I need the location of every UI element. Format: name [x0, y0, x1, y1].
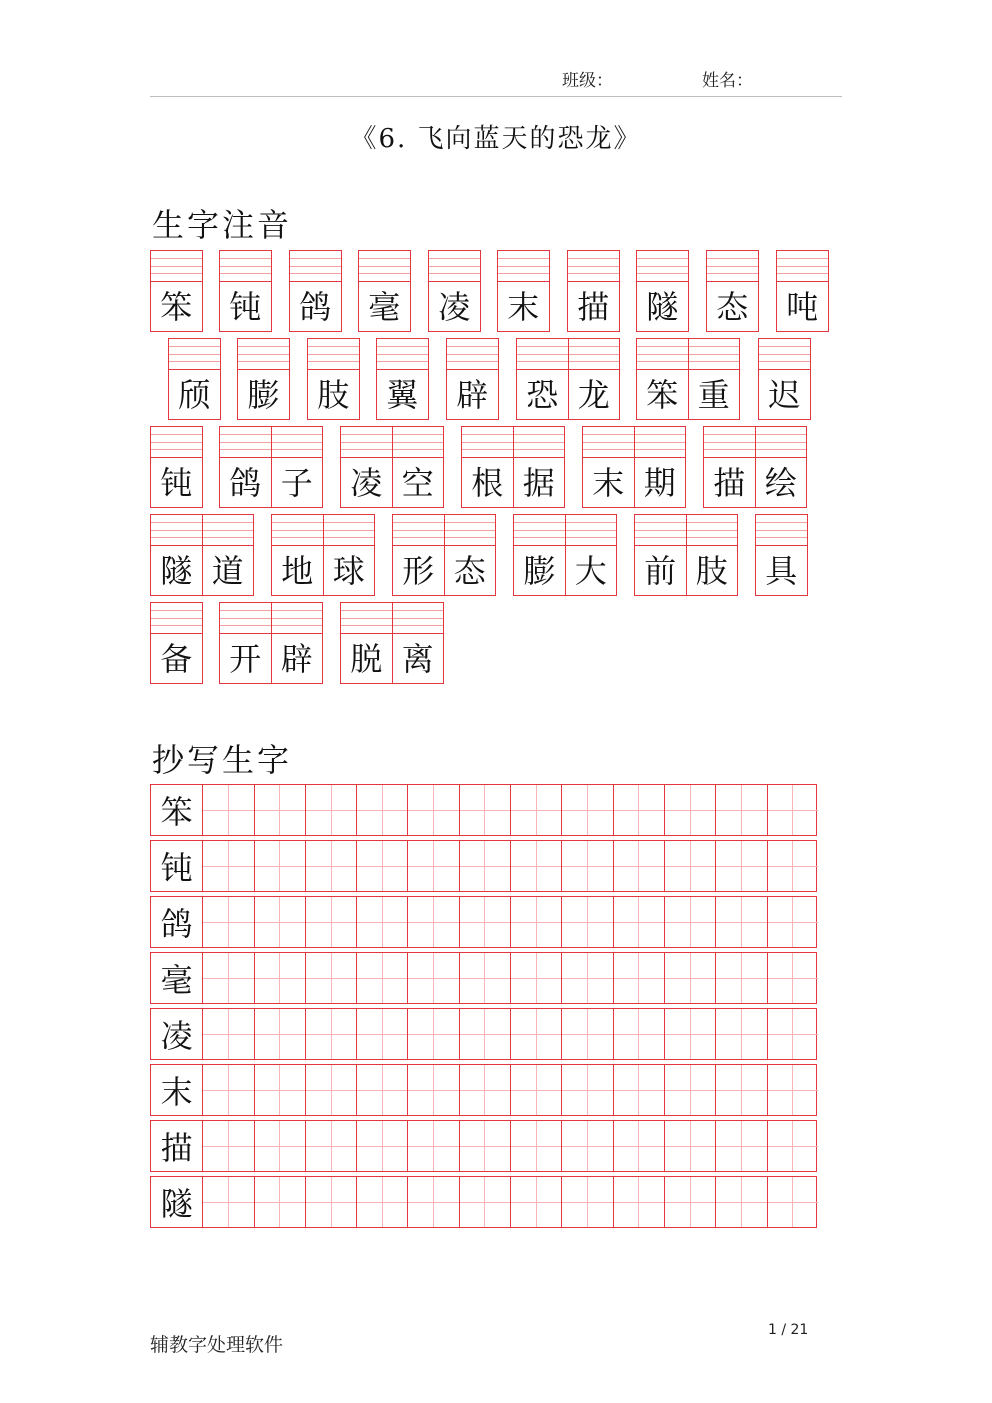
pinyin-writing-lines — [635, 515, 737, 546]
pinyin-writing-lines — [429, 251, 480, 282]
practice-cell — [715, 897, 766, 947]
practice-cell — [356, 897, 407, 947]
pinyin-writing-lines — [707, 251, 758, 282]
pinyin-word-box — [755, 514, 808, 596]
practice-cell — [510, 953, 561, 1003]
practice-cell — [305, 841, 356, 891]
hanzi-character: 凌 — [438, 287, 471, 326]
practice-cell — [305, 1121, 356, 1171]
pinyin-word-box — [497, 250, 550, 332]
model-character-text: 毫 — [160, 961, 193, 999]
practice-cell — [613, 1065, 664, 1115]
practice-cell — [459, 1177, 510, 1227]
practice-cell — [613, 953, 664, 1003]
hanzi-character: 前 — [644, 551, 677, 590]
pinyin-writing-lines — [151, 515, 253, 546]
practice-cell — [305, 953, 356, 1003]
hanzi-character: 凌 — [350, 463, 383, 502]
model-character-text: 描 — [160, 1129, 193, 1167]
pinyin-writing-lines — [777, 251, 828, 282]
hanzi-character: 辟 — [456, 375, 489, 414]
pinyin-writing-lines — [704, 427, 806, 458]
hanzi-character: 态 — [716, 287, 749, 326]
practice-cell — [407, 1065, 458, 1115]
practice-cell — [459, 1121, 510, 1171]
name-label: 姓名： — [702, 71, 753, 91]
hanzi-character: 备 — [160, 639, 193, 678]
practice-cell — [664, 1065, 715, 1115]
practice-cell — [407, 785, 458, 835]
practice-cell — [561, 1065, 612, 1115]
copy-row — [150, 952, 817, 1004]
pinyin-word-box — [392, 514, 496, 596]
pinyin-word-box — [150, 250, 203, 332]
section-heading-copy: 抄写生字 — [152, 741, 293, 779]
practice-cell — [305, 1177, 356, 1227]
pinyin-writing-lines — [341, 427, 443, 458]
hanzi-character: 毫 — [368, 287, 401, 326]
pinyin-writing-lines — [169, 339, 220, 370]
practice-cell — [202, 841, 253, 891]
pinyin-word-box — [567, 250, 620, 332]
pinyin-writing-lines — [220, 603, 322, 634]
pinyin-word-box — [634, 514, 738, 596]
practice-cell — [561, 953, 612, 1003]
practice-cell — [254, 1065, 305, 1115]
practice-cell — [767, 841, 818, 891]
practice-cell — [202, 953, 253, 1003]
pinyin-writing-lines — [517, 339, 619, 370]
practice-cell — [254, 785, 305, 835]
hanzi-character: 肢 — [317, 375, 350, 414]
practice-cell — [767, 1065, 818, 1115]
practice-cell — [561, 897, 612, 947]
pinyin-word-box — [340, 602, 444, 684]
pinyin-word-box — [219, 426, 323, 508]
practice-cell — [254, 953, 305, 1003]
pinyin-writing-lines — [151, 427, 202, 458]
hanzi-character: 描 — [713, 463, 746, 502]
hanzi-character: 肢 — [686, 546, 738, 595]
practice-cell — [356, 1177, 407, 1227]
practice-cell — [459, 953, 510, 1003]
model-character — [151, 953, 202, 1003]
practice-cell — [664, 897, 715, 947]
hanzi-character: 翼 — [386, 375, 419, 414]
practice-cell — [459, 1009, 510, 1059]
pinyin-word-box — [289, 250, 342, 332]
hanzi-character: 末 — [507, 287, 540, 326]
pinyin-word-box — [703, 426, 807, 508]
practice-cell — [202, 897, 253, 947]
pinyin-word-box — [636, 250, 689, 332]
model-character-text: 末 — [160, 1073, 193, 1111]
hanzi-character: 辟 — [271, 634, 323, 683]
practice-cell — [202, 1065, 253, 1115]
practice-cell — [767, 897, 818, 947]
practice-cell — [254, 1009, 305, 1059]
pinyin-word-box — [340, 426, 444, 508]
practice-cell — [715, 841, 766, 891]
practice-cell — [664, 953, 715, 1003]
practice-cell — [459, 1065, 510, 1115]
hanzi-character: 据 — [513, 458, 565, 507]
pinyin-word-box — [428, 250, 481, 332]
hanzi-character: 子 — [271, 458, 323, 507]
hanzi-character: 膨 — [247, 375, 280, 414]
practice-cell — [510, 785, 561, 835]
model-character-text: 钝 — [160, 849, 193, 887]
practice-cell — [664, 1121, 715, 1171]
hanzi-character: 颀 — [178, 375, 211, 414]
hanzi-character: 脱 — [350, 639, 383, 678]
model-character — [151, 1177, 202, 1227]
page-number: 1 / 21 — [768, 1322, 809, 1338]
practice-cell — [459, 897, 510, 947]
hanzi-character: 绘 — [755, 458, 807, 507]
practice-cell — [510, 897, 561, 947]
practice-cell — [202, 1121, 253, 1171]
hanzi-character: 形 — [402, 551, 435, 590]
practice-cell — [613, 1009, 664, 1059]
pinyin-word-box — [758, 338, 811, 420]
practice-cell — [510, 1121, 561, 1171]
pinyin-word-box — [271, 514, 375, 596]
practice-cell — [561, 785, 612, 835]
pinyin-word-box — [513, 514, 617, 596]
pinyin-writing-lines — [393, 515, 495, 546]
pinyin-writing-lines — [462, 427, 564, 458]
practice-cell — [356, 953, 407, 1003]
copy-row — [150, 896, 817, 948]
practice-cell — [356, 785, 407, 835]
practice-cell — [356, 1121, 407, 1171]
pinyin-word-box — [376, 338, 429, 420]
copy-row — [150, 1064, 817, 1116]
copy-row — [150, 840, 817, 892]
practice-cell — [459, 785, 510, 835]
pinyin-word-box — [636, 338, 740, 420]
practice-cell — [664, 1009, 715, 1059]
pinyin-writing-lines — [290, 251, 341, 282]
model-character — [151, 1121, 202, 1171]
pinyin-writing-lines — [151, 603, 202, 634]
hanzi-character: 描 — [577, 287, 610, 326]
hanzi-character: 末 — [592, 463, 625, 502]
practice-cell — [254, 1121, 305, 1171]
hanzi-character: 大 — [565, 546, 617, 595]
practice-cell — [510, 841, 561, 891]
practice-cell — [767, 1009, 818, 1059]
practice-cell — [715, 785, 766, 835]
pinyin-writing-lines — [359, 251, 410, 282]
model-character-text: 笨 — [160, 793, 193, 831]
hanzi-character: 迟 — [768, 375, 801, 414]
pinyin-writing-lines — [308, 339, 359, 370]
hanzi-character: 态 — [444, 546, 496, 595]
header-divider — [150, 96, 842, 97]
practice-cell — [715, 953, 766, 1003]
practice-cell — [613, 1121, 664, 1171]
pinyin-writing-lines — [238, 339, 289, 370]
model-character — [151, 1009, 202, 1059]
practice-cell — [356, 1009, 407, 1059]
practice-cell — [305, 1009, 356, 1059]
pinyin-writing-lines — [514, 515, 616, 546]
pinyin-word-box — [516, 338, 620, 420]
model-character-text: 鸽 — [160, 905, 193, 943]
hanzi-character: 球 — [323, 546, 375, 595]
hanzi-character: 膨 — [523, 551, 556, 590]
pinyin-word-box — [150, 426, 203, 508]
practice-cell — [664, 785, 715, 835]
practice-cell — [407, 841, 458, 891]
practice-cell — [767, 953, 818, 1003]
class-label: 班级： — [562, 71, 613, 91]
pinyin-word-box — [461, 426, 565, 508]
practice-cell — [715, 1121, 766, 1171]
pinyin-writing-lines — [637, 251, 688, 282]
copy-row — [150, 1120, 817, 1172]
pinyin-word-box — [237, 338, 290, 420]
pinyin-word-box — [150, 602, 203, 684]
pinyin-word-box — [582, 426, 686, 508]
practice-cell — [202, 1177, 253, 1227]
pinyin-writing-lines — [377, 339, 428, 370]
model-character-text: 凌 — [160, 1017, 193, 1055]
hanzi-character: 笨 — [160, 287, 193, 326]
copy-row — [150, 1008, 817, 1060]
practice-cell — [715, 1065, 766, 1115]
practice-cell — [305, 1065, 356, 1115]
practice-cell — [613, 1177, 664, 1227]
model-character-text: 隧 — [160, 1185, 193, 1223]
pinyin-word-box — [776, 250, 829, 332]
hanzi-character: 钝 — [229, 287, 262, 326]
pinyin-writing-lines — [583, 427, 685, 458]
hanzi-character: 期 — [634, 458, 686, 507]
model-character — [151, 1065, 202, 1115]
pinyin-writing-lines — [568, 251, 619, 282]
pinyin-word-box — [168, 338, 221, 420]
model-character — [151, 841, 202, 891]
pinyin-writing-lines — [341, 603, 443, 634]
practice-cell — [664, 841, 715, 891]
practice-cell — [715, 1177, 766, 1227]
practice-cell — [613, 897, 664, 947]
pinyin-word-box — [150, 514, 254, 596]
hanzi-character: 开 — [229, 639, 262, 678]
pinyin-word-box — [446, 338, 499, 420]
pinyin-writing-lines — [151, 251, 202, 282]
pinyin-writing-lines — [272, 515, 374, 546]
pinyin-writing-lines — [637, 339, 739, 370]
practice-cell — [510, 1065, 561, 1115]
practice-cell — [715, 1009, 766, 1059]
practice-cell — [459, 841, 510, 891]
pinyin-word-box — [219, 250, 272, 332]
hanzi-character: 鸽 — [299, 287, 332, 326]
pinyin-word-box — [307, 338, 360, 420]
pinyin-word-box — [706, 250, 759, 332]
practice-cell — [202, 1009, 253, 1059]
hanzi-character: 恐 — [526, 375, 559, 414]
practice-cell — [407, 953, 458, 1003]
practice-cell — [254, 1177, 305, 1227]
practice-cell — [305, 897, 356, 947]
pinyin-writing-lines — [498, 251, 549, 282]
pinyin-writing-lines — [759, 339, 810, 370]
hanzi-character: 隧 — [646, 287, 679, 326]
practice-cell — [356, 841, 407, 891]
practice-cell — [202, 785, 253, 835]
pinyin-writing-lines — [447, 339, 498, 370]
hanzi-character: 龙 — [568, 370, 620, 419]
practice-cell — [767, 1121, 818, 1171]
practice-cell — [356, 1065, 407, 1115]
practice-cell — [613, 841, 664, 891]
hanzi-character: 重 — [688, 370, 740, 419]
copy-row — [150, 1176, 817, 1228]
model-character — [151, 897, 202, 947]
hanzi-character: 地 — [281, 551, 314, 590]
hanzi-character: 笨 — [646, 375, 679, 414]
practice-cell — [407, 897, 458, 947]
practice-cell — [767, 785, 818, 835]
practice-cell — [407, 1177, 458, 1227]
hanzi-character: 根 — [471, 463, 504, 502]
hanzi-character: 具 — [765, 551, 798, 590]
pinyin-writing-lines — [756, 515, 807, 546]
page-title: 《6. 飞向蓝天的恐龙》 — [350, 124, 642, 154]
practice-cell — [254, 841, 305, 891]
header-row — [150, 66, 842, 96]
pinyin-word-box — [358, 250, 411, 332]
practice-cell — [510, 1177, 561, 1227]
hanzi-character: 钝 — [160, 463, 193, 502]
section-heading-pinyin: 生字注音 — [152, 206, 293, 244]
practice-cell — [561, 1009, 612, 1059]
practice-cell — [664, 1177, 715, 1227]
pinyin-writing-lines — [220, 427, 322, 458]
practice-cell — [510, 1009, 561, 1059]
model-character — [151, 785, 202, 835]
copy-row — [150, 784, 817, 836]
practice-cell — [407, 1009, 458, 1059]
pinyin-word-box — [219, 602, 323, 684]
practice-cell — [254, 897, 305, 947]
practice-cell — [613, 785, 664, 835]
practice-cell — [407, 1121, 458, 1171]
practice-cell — [561, 841, 612, 891]
hanzi-character: 空 — [392, 458, 444, 507]
hanzi-character: 离 — [392, 634, 444, 683]
hanzi-character: 道 — [202, 546, 254, 595]
practice-cell — [305, 785, 356, 835]
practice-cell — [767, 1177, 818, 1227]
hanzi-character: 吨 — [786, 287, 819, 326]
hanzi-character: 隧 — [160, 551, 193, 590]
practice-cell — [561, 1121, 612, 1171]
hanzi-character: 鸽 — [229, 463, 262, 502]
footer-software: 辅教字处理软件 — [150, 1334, 284, 1356]
pinyin-writing-lines — [220, 251, 271, 282]
practice-cell — [561, 1177, 612, 1227]
